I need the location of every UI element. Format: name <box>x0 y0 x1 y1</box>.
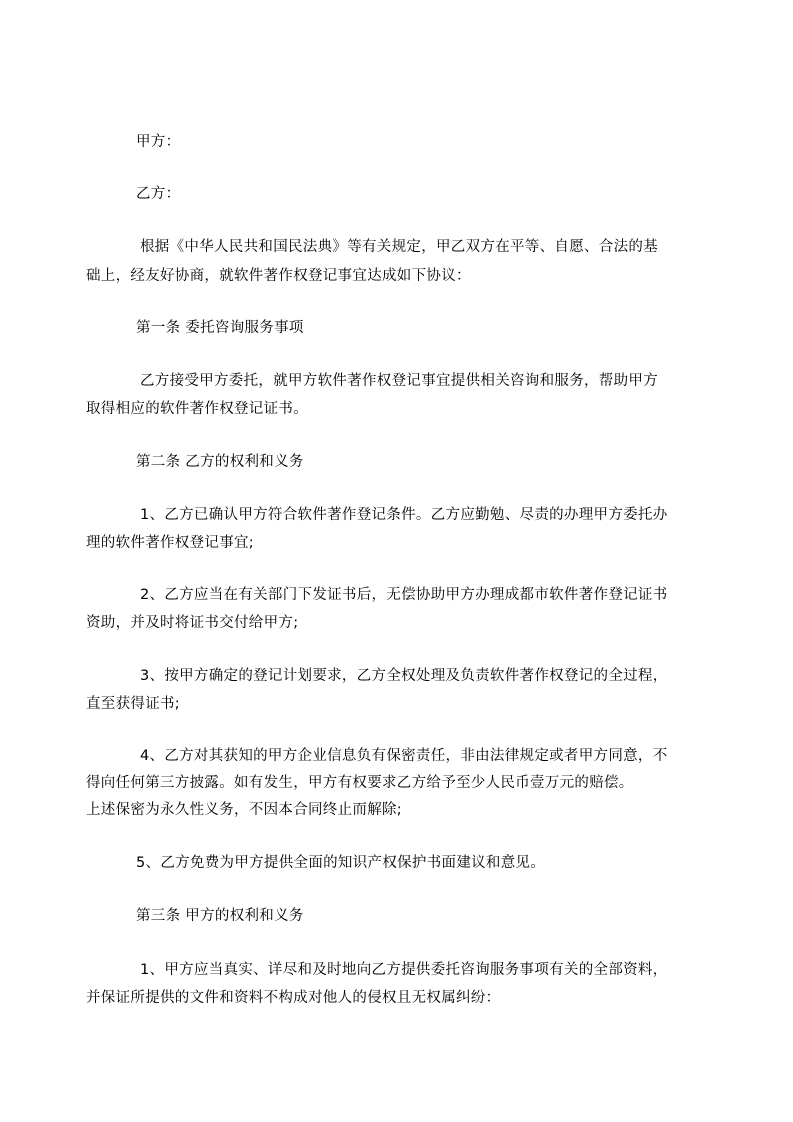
article2-item4-line-3: 上述保密为永久性义务，不因本合同终止而解除; <box>86 802 402 818</box>
article2-item4-line-2: 得向任何第三方披露。如有发生，甲方有权要求乙方给予至少人民币壹万元的赔偿。 <box>86 775 634 791</box>
preamble-line-1: 根据《中华人民共和国民法典》等有关规定，甲乙双方在平等、自愿、合法的基 <box>140 239 658 255</box>
article3-item1-line-2: 并保证所提供的文件和资料不构成对他人的侵权且无权属纠纷： <box>86 990 501 1006</box>
party-a-label: 甲方： <box>136 134 181 150</box>
party-b-label: 乙方： <box>136 186 181 202</box>
article2-item1-line-2: 理的软件著作权登记事宜; <box>86 535 254 551</box>
article2-item5-line-1: 5、乙方免费为甲方提供全面的知识产权保护书面建议和意见。 <box>136 855 546 871</box>
article1-heading: 第一条 委托咨询服务事项 <box>136 320 304 336</box>
article1-body-line-1: 乙方接受甲方委托，就甲方软件著作权登记事宜提供相关咨询和服务，帮助甲方 <box>140 373 658 389</box>
preamble-line-2: 础上，经友好协商，就软件著作权登记事宜达成如下协议： <box>86 268 471 284</box>
article3-item1-line-1: 1、甲方应当真实、详尽和及时地向乙方提供委托咨询服务事项有关的全部资料， <box>140 962 668 978</box>
article3-heading: 第三条 甲方的权利和义务 <box>136 908 304 924</box>
article2-item2-line-2: 资助，并及时将证书交付给甲方; <box>86 615 299 631</box>
article2-item1-line-1: 1、乙方已确认甲方符合软件著作登记条件。乙方应勤勉、尽责的办理甲方委托办 <box>140 507 668 523</box>
article2-item3-line-1: 3、按甲方确定的登记计划要求，乙方全权处理及负责软件著作权登记的全过程， <box>140 668 668 684</box>
article2-item2-line-1: 2、乙方应当在有关部门下发证书后，无偿协助甲方办理成都市软件著作登记证书 <box>140 587 668 603</box>
article1-body-line-2: 取得相应的软件著作权登记证书。 <box>86 401 308 417</box>
article2-item3-line-2: 直至获得证书; <box>86 696 180 712</box>
article2-heading: 第二条 乙方的权利和义务 <box>136 454 304 470</box>
article2-item4-line-1: 4、乙方对其获知的甲方企业信息负有保密责任，非由法律规定或者甲方同意，不 <box>140 748 668 764</box>
